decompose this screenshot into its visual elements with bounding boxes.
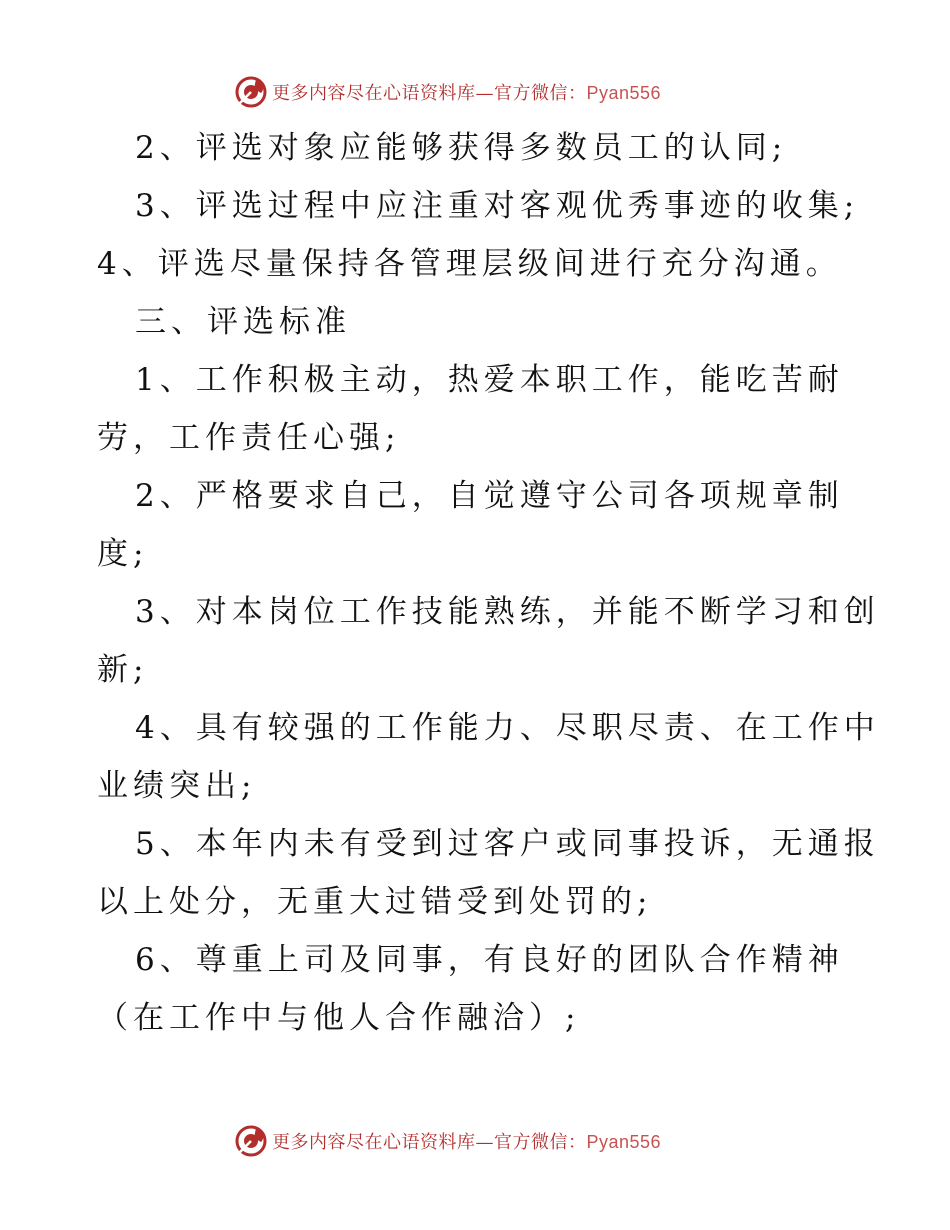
body-line: 2、评选对象应能够获得多数员工的认同;: [135, 130, 788, 166]
body-line: 度;: [97, 536, 149, 572]
body-line: 2、严格要求自己，自觉遵守公司各项规章制: [135, 478, 844, 514]
body-line: 3、评选过程中应注重对客观优秀事迹的收集;: [135, 188, 860, 224]
body-line: 1、工作积极主动，热爱本职工作，能吃苦耐: [135, 362, 844, 398]
quill-seal-icon: [234, 1124, 268, 1158]
body-line: 以上处分，无重大过错受到处罚的;: [97, 884, 653, 920]
wechat-id: Pyan556: [586, 1132, 662, 1152]
watermark-top: [234, 72, 661, 112]
body-line: （在工作中与他人合作融洽）;: [97, 1000, 581, 1036]
watermark-text: 更多内容尽在心语资料库—官方微信：Pyan556: [272, 1132, 662, 1153]
body-line: 3、对本岗位工作技能熟练，并能不断学习和创: [135, 594, 880, 630]
watermark-text: 更多内容尽在心语资料库—官方微信：Pyan556: [272, 83, 662, 104]
body-line: 5、本年内未有受到过客户或同事投诉，无通报: [135, 826, 880, 862]
section-heading: 三、评选标准: [135, 304, 351, 340]
quill-seal-icon: [234, 75, 268, 109]
wechat-id: Pyan556: [586, 83, 662, 103]
body-line: 4、具有较强的工作能力、尽职尽责、在工作中: [135, 710, 880, 746]
watermark-bottom: [234, 1121, 661, 1161]
body-line: 业绩突出;: [97, 768, 257, 804]
body-line: 劳，工作责任心强;: [97, 420, 401, 456]
body-line: 新;: [97, 652, 149, 688]
body-line: 6、尊重上司及同事，有良好的团队合作精神: [135, 942, 844, 978]
body-line: 4、评选尽量保持各管理层级间进行充分沟通。: [97, 246, 842, 282]
